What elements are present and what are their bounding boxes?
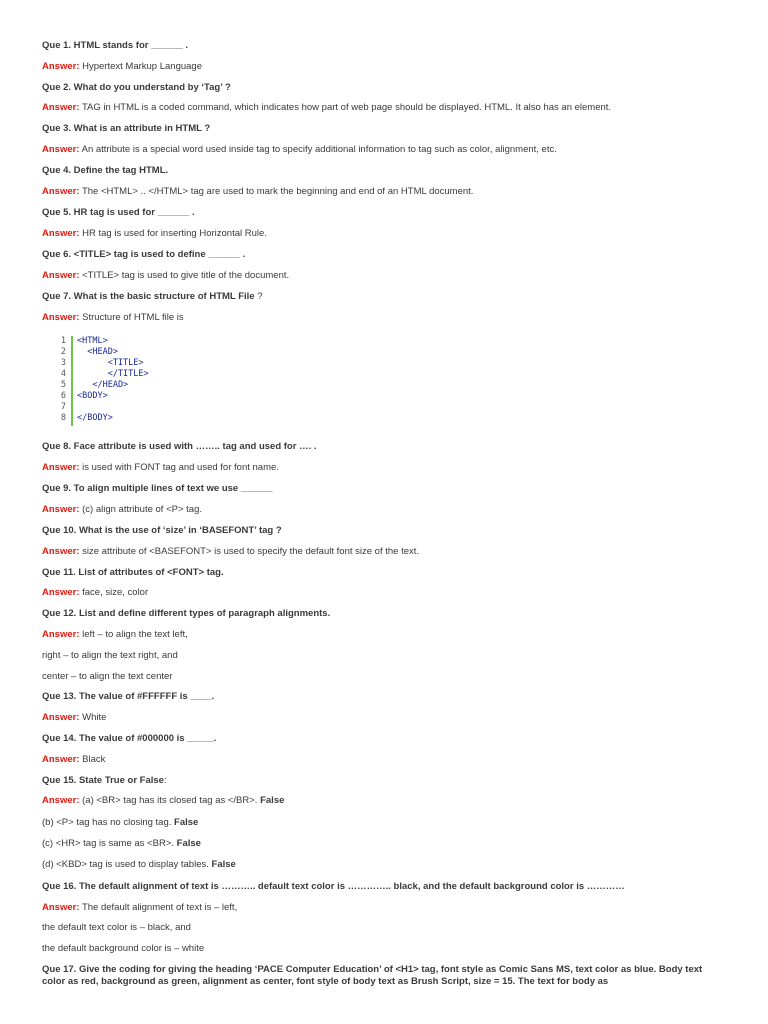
answer-label: Answer: — [42, 186, 80, 197]
answer-7: Answer: Structure of HTML file is — [42, 312, 184, 323]
code-line: </HEAD> — [77, 380, 129, 390]
answer-label: Answer: — [42, 144, 80, 155]
answer-15-d: (d) <KBD> tag is used to display tables. False — [42, 859, 236, 870]
answer-12-line-2: right – to align the text right, and — [42, 650, 178, 661]
answer-3: Answer: An attribute is a special word used inside tag to specify additional information to tag such as color, alignment, etc. — [42, 144, 557, 155]
answer-2: Answer: TAG in HTML is a coded command, which indicates how part of web page should be displayed. HTML. It also has an element. — [42, 102, 612, 113]
answer-13: Answer: White — [42, 712, 107, 723]
answer-verdict: False — [174, 817, 199, 828]
question-2: Que 2. What do you understand by ‘Tag’ ? — [42, 82, 231, 93]
code-line: <HTML> — [77, 336, 108, 346]
answer-label: Answer: — [42, 754, 80, 765]
answer-16: Answer: The default alignment of text is – left, — [42, 902, 238, 913]
answer-label: Answer: — [42, 228, 80, 239]
answer-14: Answer: Black — [42, 754, 106, 765]
answer-label: Answer: — [42, 270, 80, 281]
question-14: Que 14. The value of #000000 is _____. — [42, 733, 217, 744]
question-11: Que 11. List of attributes of <FONT> tag. — [42, 567, 224, 578]
code-line-number: 8 — [60, 413, 66, 423]
code-line: <HEAD> — [77, 347, 118, 357]
question-7: Que 7. What is the basic structure of HTML File ? — [42, 291, 263, 302]
question-10: Que 10. What is the use of ‘size’ in ‘BASEFONT’ tag ? — [42, 525, 282, 536]
question-9: Que 9. To align multiple lines of text we use ______ — [42, 483, 273, 494]
answer-11: Answer: face, size, color — [42, 587, 149, 598]
answer-6: Answer: <TITLE> tag is used to give title of the document. — [42, 270, 290, 281]
answer-15-a: Answer: (a) <BR> tag has its closed tag as </BR>. False — [42, 795, 285, 806]
question-8: Que 8. Face attribute is used with …….. tag and used for …. . — [42, 441, 317, 452]
code-line-number: 4 — [60, 369, 66, 379]
answer-1: Answer: Hypertext Markup Language — [42, 61, 203, 72]
answer-16-line-3: the default background color is – white — [42, 943, 205, 954]
code-line-number: 5 — [60, 380, 66, 390]
code-line: </TITLE> — [77, 369, 149, 379]
answer-label: Answer: — [42, 462, 80, 473]
question-1: Que 1. HTML stands for ______ . — [42, 40, 189, 51]
answer-10: Answer: size attribute of <BASEFONT> is used to specify the default font size of the text. — [42, 546, 420, 557]
answer-8: Answer: is used with FONT tag and used for font name. — [42, 462, 279, 473]
answer-16-line-2: the default text color is – black, and — [42, 922, 191, 933]
answer-label: Answer: — [42, 102, 80, 113]
answer-verdict: False — [260, 795, 285, 806]
question-16: Que 16. The default alignment of text is ……….. default text color is ………….. black, and the default background color is ………… — [42, 881, 625, 892]
answer-4: Answer: The <HTML> .. </HTML> tag are used to mark the beginning and end of an HTML document. — [42, 186, 474, 197]
question-12: Que 12. List and define different types of paragraph alignments. — [42, 608, 331, 619]
code-line-number: 1 — [60, 336, 66, 346]
code-line: </BODY> — [77, 413, 113, 423]
code-line-numbers — [54, 336, 66, 424]
answer-label: Answer: — [42, 61, 80, 72]
code-line — [77, 402, 149, 413]
question-5: Que 5. HR tag is used for ______ . — [42, 207, 195, 218]
code-line: <TITLE> — [77, 358, 144, 368]
answer-5: Answer: HR tag is used for inserting Horizontal Rule. — [42, 228, 267, 239]
answer-9: Answer: (c) align attribute of <P> tag. — [42, 504, 202, 515]
answer-15-b: (b) <P> tag has no closing tag. False — [42, 817, 199, 828]
code-line-number: 7 — [60, 402, 66, 412]
question-6: Que 6. <TITLE> tag is used to define ______ . — [42, 249, 246, 260]
answer-verdict: False — [176, 838, 201, 849]
answer-12: Answer: left – to align the text left, — [42, 629, 188, 640]
code-lines — [77, 336, 149, 424]
answer-label: Answer: — [42, 587, 80, 598]
code-line-number: 3 — [60, 358, 66, 368]
question-4: Que 4. Define the tag HTML. — [42, 165, 169, 176]
answer-label: Answer: — [42, 795, 80, 806]
code-line-number: 2 — [60, 347, 66, 357]
html-code-block — [54, 336, 354, 428]
question-15: Que 15. State True or False: — [42, 775, 167, 786]
code-gutter-bar — [71, 336, 73, 426]
code-line-number: 6 — [60, 391, 66, 401]
answer-label: Answer: — [42, 629, 80, 640]
answer-12-line-3: center – to align the text center — [42, 671, 173, 682]
code-line: <BODY> — [77, 391, 108, 401]
answer-verdict: False — [211, 859, 236, 870]
answer-label: Answer: — [42, 312, 80, 323]
question-3: Que 3. What is an attribute in HTML ? — [42, 123, 211, 134]
answer-label: Answer: — [42, 546, 80, 557]
question-13: Que 13. The value of #FFFFFF is ____. — [42, 691, 215, 702]
answer-label: Answer: — [42, 712, 80, 723]
answer-label: Answer: — [42, 902, 80, 913]
question-17: Que 17. Give the coding for giving the heading ‘PACE Computer Education’ of <H1> tag, font style as Comic Sans MS, text color as blue. Body text color as red, background as green, alignment as center, font style of body text as Brush Script, size = 15. The text for body as — [42, 964, 703, 987]
answer-15-c: (c) <HR> tag is same as <BR>. False — [42, 838, 201, 849]
answer-label: Answer: — [42, 504, 80, 515]
